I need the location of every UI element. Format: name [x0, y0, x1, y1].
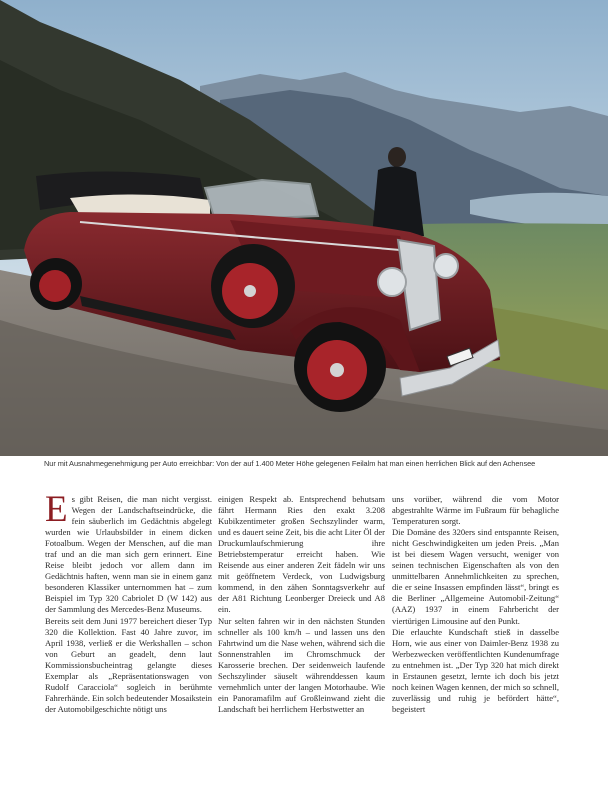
article-column-3 [392, 494, 559, 715]
article-paragraph: Die erlauchte Kundschaft stieß in dasselbe Horn, wie aus einer von Daimler-Benz 1938 zu Werbezwecken veröffentlichten Kundenumfrage zu entnehmen ist. „Der Typ 320 hat mich direkt in Erstaunen gesetzt, lernte ich doch bis jetzt noch keinen Wagen kennen, der mich so schnell, zuverlässig und ruhig je befördert hätte“, begeistert [392, 626, 559, 714]
article-column-2 [218, 494, 385, 715]
paragraph-text: s gibt Reisen, die man nicht vergisst. Wegen der Landschaftseindrücke, die fein säuberlich im Gedächtnis abgelegt wurden wie Urlaubsbilder in einem dicken Fotoalbum. Wegen der Menschen, auf die man traf und an die man sich gern erinnert. Eine Reise bleibt jedoch vor allem dann im Gedächtnis haften, wenn man sie in einem ganz besonderen Klassiker unternommen hat – zum Beispiel im Typ 320 Cabriolet D (W 142) aus der Sammlung des Mercedes-Benz Museums. [45, 494, 212, 615]
article-paragraph: uns vorüber, während die vom Motor abgestrahlte Wärme im Fußraum für behagliche Temperaturen sorgt. [392, 494, 559, 527]
article-paragraph: einigen Respekt ab. Entsprechend behutsam fährt Hermann Ries den exakt 3.208 Kubikzentimeter großen Sechszylinder warm, und es dauert seine Zeit, bis die acht Liter Öl der Druckumlaufschmierung ihre Betriebstemperatur erreicht haben. Wie Reisende aus einer anderen Zeit fädeln wir uns mit geöffnetem Verdeck, von Ludwigsburg kommend, in den zähen Sonntagsverkehr auf der A81 Richtung Leonberger Dreieck und A8 ein. [218, 494, 385, 615]
article-paragraph: Nur selten fahren wir in den nächsten Stunden schneller als 100 km/h – und lassen uns den Fahrtwind um die Nase wehen, während sich die Sonnenstrahlen im Chromschmuck der Karosserie brechen. Der seidenweich laufende Sechszylinder säuselt währenddessen kaum vernehmlich unter der langen Motorhaube. Wie ein Panoramafilm auf Großleinwand zieht die Landschaft bei herrlichem Herbstwetter an [218, 615, 385, 714]
article-paragraph: Bereits seit dem Juni 1977 bereichert dieser Typ 320 die Kollektion. Fast 40 Jahre zuvor, im April 1938, verließ er die Werkshallen – schon von Geburt an geadelt, denn laut Kommissionsbucheintrag gelangte dieses Exemplar als „Repräsentationswagen von Rudolf Caracciola“ sogleich in berühmte Fahrerhände. Ein solch bedeutender Mosaikstein der Automobilgeschichte nötigt uns [45, 615, 212, 714]
article-column-1 [45, 489, 212, 715]
photo-caption: Nur mit Ausnahmegenehmigung per Auto erreichbar: Von der auf 1.400 Meter Höhe gelegenen Feilalm hat man einen herrlichen Blick auf den Achensee [44, 459, 536, 468]
drop-cap: E [45, 489, 68, 530]
article-paragraph: Die Domäne des 320ers sind entspannte Reisen, nicht Geschwindigkeiten um jeden Preis. „Man ist bei diesem Wagen versucht, weniger von seinen technischen Eigenschaften als von den unmittelbaren Annehmlichkeiten zu sprechen, die er seine Insassen empfinden lässt“, bringt es die Berliner „Allgemeine Automobil-Zeitung“ (AAZ) 1937 in einem Fahrbericht der viertürigen Limousine auf den Punkt. [392, 527, 559, 626]
article-paragraph [45, 489, 212, 616]
